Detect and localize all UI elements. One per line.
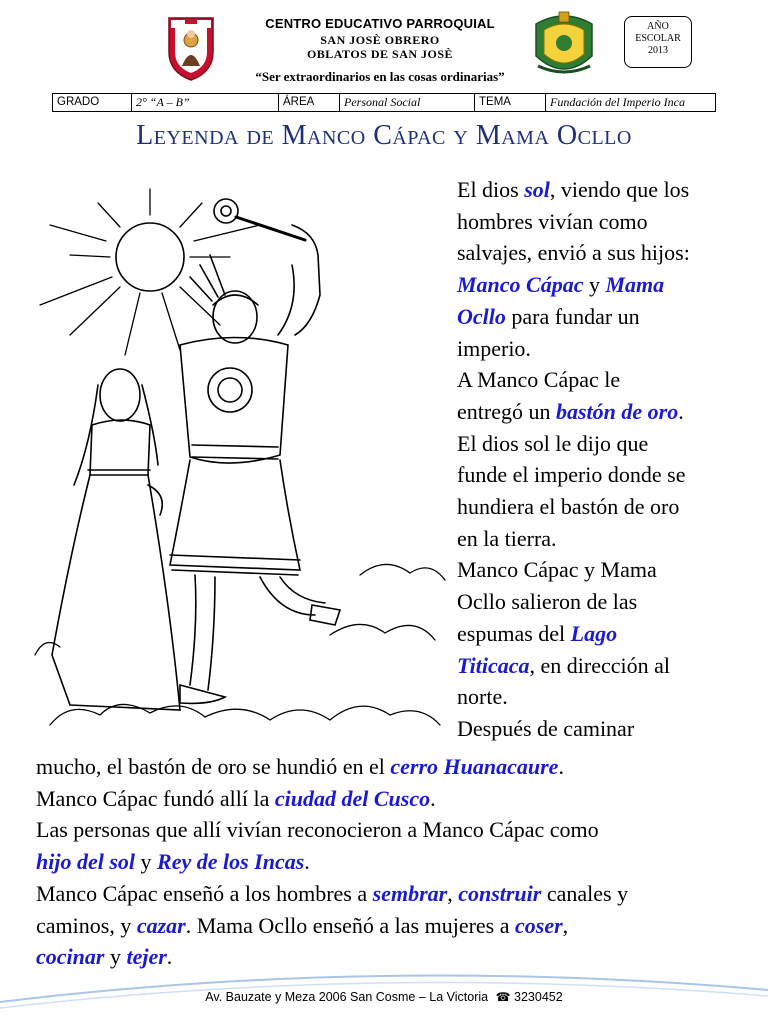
- story-line: [457, 428, 757, 460]
- story-line: [36, 910, 756, 942]
- highlighted-keyword: tejer: [126, 944, 167, 970]
- story-text: Ocllo salieron de las: [457, 589, 638, 615]
- story-text: Después de caminar: [457, 715, 635, 741]
- story-text: El dios sol le dijo que: [457, 430, 649, 456]
- highlighted-keyword: bastón de oro: [555, 398, 679, 424]
- highlighted-keyword: ciudad del Cusco: [274, 785, 431, 811]
- story-text: entregó un: [457, 398, 556, 424]
- story-text: y: [583, 272, 606, 298]
- page-title: Leyenda de Manco Cápac y Mama Ocllo: [136, 120, 632, 151]
- story-text: canales y: [541, 880, 629, 906]
- grado-label: GRADO: [53, 94, 132, 112]
- story-line: [457, 174, 757, 206]
- story-text: mucho, el bastón de oro se hundió en el: [36, 754, 391, 779]
- story-text: .: [430, 785, 436, 811]
- story-text: Manco Cápac fundó allí la: [36, 785, 275, 811]
- story-text: funde el imperio donde se: [457, 462, 686, 488]
- highlighted-keyword: sembrar: [372, 880, 448, 906]
- school-motto: “Ser extraordinarios en las cosas ordinarias”: [255, 69, 505, 84]
- highlighted-keyword: cazar: [136, 912, 186, 938]
- story-text: ,: [562, 912, 569, 938]
- phone-icon: ☎: [495, 990, 511, 1004]
- footer-address: Av. Bauzate y Meza 2006 San Cosme – La Victoria: [205, 990, 489, 1004]
- story-line: [457, 301, 757, 333]
- highlighted-keyword: Titicaca: [457, 652, 530, 678]
- story-text: norte.: [457, 684, 508, 710]
- story-line: [457, 681, 757, 713]
- highlighted-keyword: Rey de los Incas: [157, 849, 305, 875]
- grado-value: 2° “A – B”: [132, 94, 279, 112]
- tema-value: Fundación del Imperio Inca: [546, 94, 716, 112]
- highlighted-keyword: cocinar: [36, 944, 105, 970]
- story-text: salvajes, envió a sus hijos:: [457, 240, 690, 266]
- highlighted-keyword: construir: [458, 880, 542, 906]
- area-value: Personal Social: [340, 94, 475, 112]
- story-text: ,: [447, 880, 459, 906]
- school-subtitle: SAN JOSÈ OBRERO: [320, 33, 440, 47]
- story-line: [457, 237, 757, 269]
- highlighted-keyword: Lago: [570, 620, 618, 646]
- story-line: [457, 618, 757, 650]
- highlighted-keyword: hijo del sol: [36, 849, 136, 875]
- school-order: OBLATOS DE SAN JOSÈ: [306, 47, 454, 61]
- story-line: [36, 751, 756, 783]
- story-text: para fundar un: [505, 303, 640, 329]
- story-text: y: [135, 849, 158, 875]
- highlighted-keyword: Ocllo: [457, 303, 506, 329]
- story-full-text: [36, 751, 756, 973]
- footer: [0, 990, 768, 1004]
- story-line: [457, 269, 757, 301]
- footer-phone: 3230452: [514, 990, 563, 1004]
- school-name: CENTRO EDUCATIVO PARROQUIAL: [265, 16, 495, 31]
- story-text: .: [678, 398, 684, 424]
- story-text: caminos, y: [36, 912, 137, 938]
- story-text: imperio.: [457, 335, 531, 361]
- story-text: El dios: [457, 177, 525, 202]
- story-line: [36, 878, 756, 910]
- story-line: [457, 713, 757, 745]
- year-box-line1: AÑO: [647, 21, 669, 32]
- order-seal-icon: [530, 10, 598, 82]
- story-line: [457, 364, 757, 396]
- story-text: hombres vivían como: [457, 208, 648, 234]
- story-line: [457, 586, 757, 618]
- year-box-line2: ESCOLAR: [635, 33, 681, 44]
- highlighted-keyword: cerro Huanacaure: [390, 754, 559, 779]
- story-text: Manco Cápac enseñó a los hombres a: [36, 880, 373, 906]
- highlighted-keyword: Manco Cápac: [457, 272, 584, 298]
- story-text: A Manco Cápac le: [457, 367, 621, 393]
- area-label: ÁREA: [279, 94, 340, 112]
- story-text: Manco Cápac y Mama: [457, 557, 657, 583]
- story-line: [457, 206, 757, 238]
- school-year-box: [624, 16, 692, 68]
- story-line: [457, 523, 757, 555]
- story-line: [457, 459, 757, 491]
- story-line: [36, 814, 756, 846]
- story-text: espumas del: [457, 620, 571, 646]
- story-text: .: [558, 754, 564, 779]
- story-text: y: [104, 944, 127, 970]
- tema-label: TEMA: [475, 94, 546, 112]
- highlighted-keyword: Mama: [605, 272, 665, 298]
- story-text: .: [166, 944, 173, 970]
- story-text: . Mama Ocllo enseñó a las mujeres a: [185, 912, 515, 938]
- info-table: [52, 93, 716, 112]
- manco-capac-mama-ocllo-illustration: [30, 185, 450, 745]
- year-box-line3: 2013: [648, 45, 668, 56]
- highlighted-keyword: coser: [515, 912, 563, 938]
- story-line: [457, 396, 757, 428]
- story-column-text: [457, 174, 757, 745]
- story-text: hundiera el bastón de oro: [457, 494, 680, 520]
- story-line: [457, 333, 757, 365]
- story-text: , viendo que los: [549, 177, 690, 202]
- story-text: , en dirección al: [529, 652, 670, 678]
- story-line: [36, 783, 756, 815]
- story-text: .: [304, 849, 310, 875]
- highlighted-keyword: sol: [524, 177, 550, 202]
- story-text: en la tierra.: [457, 525, 557, 551]
- story-line: [457, 650, 757, 682]
- story-text: Las personas que allí vivían reconocieron a Manco Cápac como: [36, 817, 599, 843]
- story-line: [36, 846, 756, 878]
- story-line: [457, 554, 757, 586]
- story-line: [457, 491, 757, 523]
